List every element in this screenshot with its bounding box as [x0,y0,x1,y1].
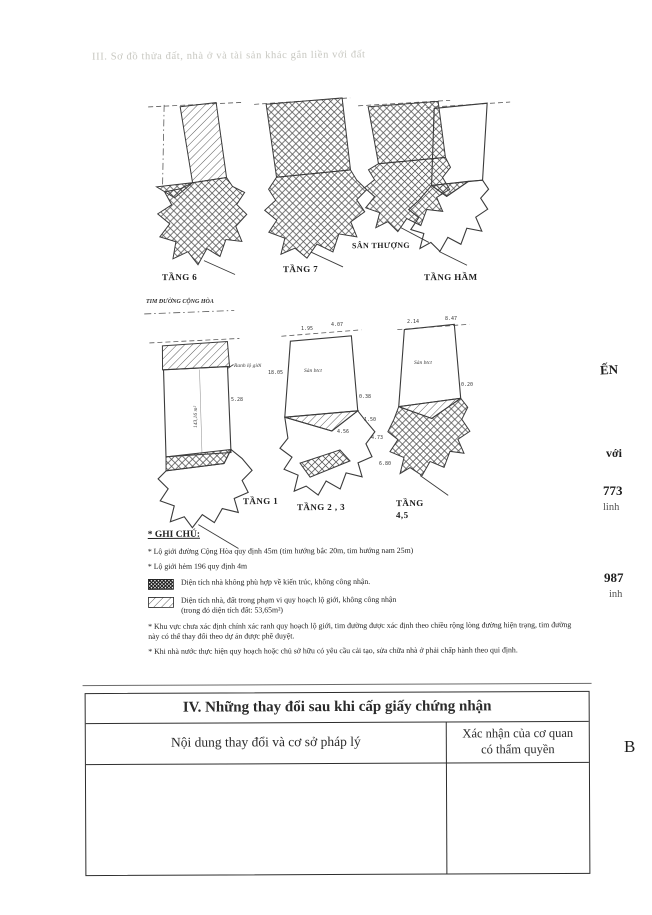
san-btct-label-tang45: Sàn btct [414,360,432,366]
table-empty-body [86,763,589,875]
plan-santhuong-drawing [358,100,451,242]
legend-row-swatch-dark [148,576,584,590]
dimension-label: 4.56 [337,429,350,435]
label-tang6: TẦNG 6 [161,271,198,283]
dimension-label: 5.28 [231,397,244,403]
tang1-area-label: 143,16 m² [193,405,199,428]
edge-text-linh: linh [603,502,620,513]
ranh-lo-gioi-label: Ranh lộ giới [234,363,262,369]
label-tangham: TẦNG HẦM [423,271,478,283]
edge-text-voi: với [606,446,622,460]
diagonal-hatch-swatch-icon [148,596,174,607]
dimension-label: 4.07 [331,322,344,328]
dimension-label: 1.95 [301,326,314,332]
dimension-label: 0.38 [359,394,372,400]
label-tang7: TẦNG 7 [282,263,319,275]
legend-swatch2-line2: (trong đó diện tích đất: 53,65m²) [181,605,284,615]
dimension-label: 4.73 [371,435,384,441]
label-tang23: TẦNG 2 , 3 [296,501,346,513]
legend [148,527,585,662]
street-centerline-label: TIM ĐƯỜNG CỘNG HÒA [146,299,214,305]
legend-swatch2-text [181,594,396,615]
legend-title: * GHI CHÚ: [147,529,201,540]
plan-tang23-drawing [279,330,375,495]
dimension-label: 0.20 [461,382,474,388]
label-tang1: TẦNG 1 [242,495,279,507]
edge-text-773: 773 [603,483,623,498]
label-santhuong: SÂN THƯỢNG [351,240,411,251]
dark-hatch-swatch-icon [148,578,174,589]
column-header-noi-dung: Nội dung thay đổi và cơ sở pháp lý [170,733,361,750]
dimension-label: 6.80 [379,461,392,467]
label-tang45-line2: 4,5 [395,509,409,521]
table-column-headers [86,722,589,765]
table-section-title: IV. Những thay đổi sau khi cấp giấy chứng nhận [86,692,589,724]
plan-tang1-drawing [144,310,252,549]
edge-text-b: B [624,737,636,756]
edge-text-987: 987 [604,570,624,585]
plan-tang45-drawing [387,324,470,495]
empty-cell-noi-dung [86,764,446,876]
legend-swatch1-text: Diện tích nhà không phù hợp về kiến trúc, không công nhận. [180,576,371,587]
column-header-xac-nhan: Xác nhận của cơ quan có thẩm quyền [446,722,589,763]
empty-cell-xac-nhan [446,763,589,874]
dimension-label: 2.14 [407,319,420,325]
legend-note-khu-vuc: * Khu vực chưa xác định chính xác ranh quy hoạch lộ giới, tim đường được xác định theo chiều rộng lòng đường hiện trạng, tim đường này có thể thay đổi theo dự án được phê duyệt. [148,619,572,641]
label-tang45-line1: TẦNG [395,497,424,509]
legend-bullet-lo-gioi-hem: * Lộ giới hẻm 196 quy định 4m [147,561,248,572]
faint-section-heading: III. Sơ đồ thửa đất, nhà ở và tài sản khác gắn liền với đất [91,49,366,63]
legend-row-swatch-diagonal [148,594,584,616]
dimension-label: 8.47 [445,316,458,322]
legend-note-quy-hoach: * Khi nhà nước thực hiện quy hoạch hoặc chủ sở hữu có yêu cầu cải tạo, sửa chữa nhà ở phải chấp hành theo qui định. [148,645,518,657]
legend-swatch2-line1: Diện tích nhà, đất trong phạm vi quy hoạch lộ giới, không công nhận [181,594,397,605]
dimension-label: 1.50 [364,417,377,423]
changes-after-certificate-table [85,691,591,876]
edge-text-en: ẾN [599,361,619,378]
plan-tang7-drawing [254,98,367,268]
dimension-label: 18.05 [268,370,284,376]
san-btct-label-tang23: Sàn btct [304,368,322,374]
plan-tang6-drawing [148,102,247,275]
legend-bullet-lo-gioi-duong: * Lộ giới đường Cộng Hòa quy định 45m (tim hướng bắc 20m, tim hướng nam 25m) [147,546,414,557]
edge-text-inh: inh [609,589,623,600]
